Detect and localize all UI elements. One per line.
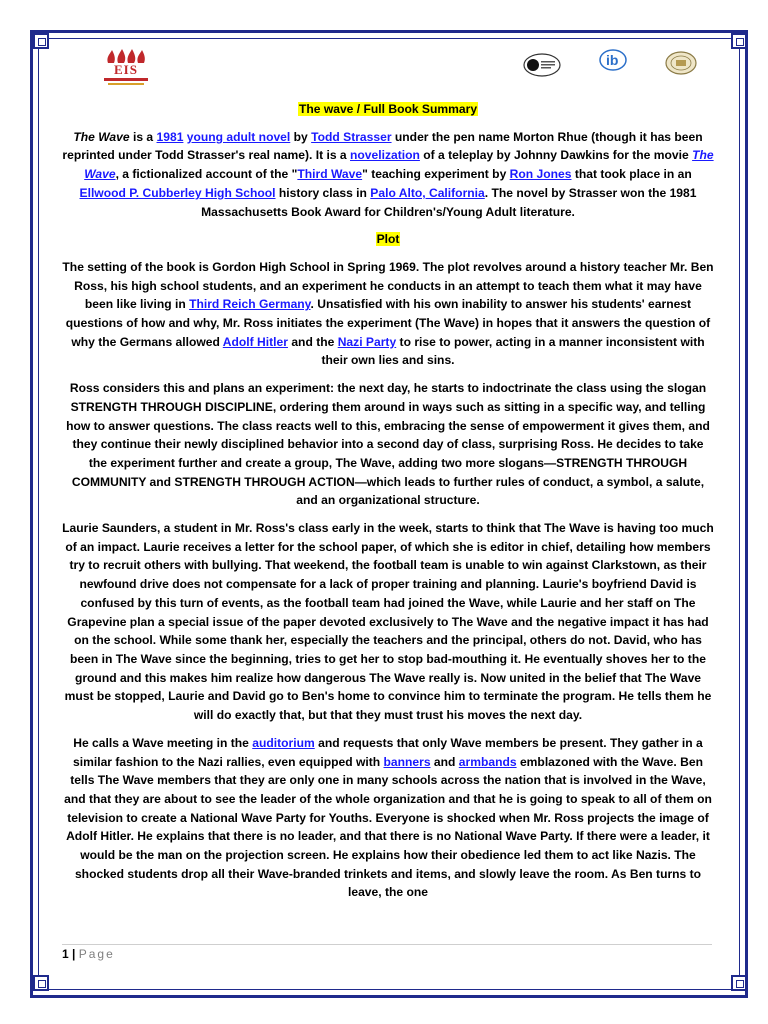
- inline-link[interactable]: Third Reich Germany: [189, 297, 311, 312]
- inline-link[interactable]: Ron Jones: [509, 167, 572, 182]
- text-run: to rise to power, acting in a manner inconsistent with their own lies and sins.: [321, 334, 705, 368]
- eis-logo-bar-secondary: [108, 83, 144, 85]
- inline-link[interactable]: Ellwood P. Cubberley High School: [79, 185, 276, 200]
- text-run: The Wave: [73, 129, 130, 144]
- eis-logo-text: EIS: [114, 62, 138, 77]
- inline-link[interactable]: young adult novel: [186, 129, 291, 144]
- text-run: . The novel by Strasser won the 1981 Massachusetts Book Award for Children's/Young Adult literature.: [201, 185, 697, 219]
- inline-link[interactable]: Third Wave: [297, 167, 363, 182]
- plot-paragraph: [62, 519, 714, 725]
- text-run: and requests that only Wave members be present. They gather in a similar fashion to the Nazi rallies, even equipped with: [73, 735, 703, 769]
- inline-link[interactable]: banners: [383, 754, 431, 769]
- inline-link[interactable]: auditorium: [252, 735, 315, 750]
- page-footer: [62, 944, 712, 961]
- plot-heading-text: Plot: [376, 232, 400, 247]
- svg-text:ib: ib: [606, 52, 619, 68]
- border-corner-top-left: [33, 33, 49, 49]
- inline-link[interactable]: 1981: [156, 129, 184, 144]
- plot-section: [62, 258, 714, 902]
- document-title: [62, 100, 714, 119]
- inline-link[interactable]: The Wave: [84, 148, 714, 182]
- text-run: The setting of the book is Gordon High School in Spring 1969. The plot revolves around a history teacher Mr. Ben Ross, his high school students, and an experiment he conducts in an attempt to teach them what it may have been like living in: [62, 259, 714, 312]
- ib-logo: [598, 48, 628, 72]
- text-run: " teaching experiment by: [362, 167, 510, 182]
- inline-link[interactable]: Nazi Party: [337, 334, 397, 349]
- border-corner-bottom-left: [33, 975, 49, 991]
- page-number: 1: [62, 947, 69, 961]
- text-run: emblazoned with the Wave. Ben tells The Wave members that they are only one in many schools across the nation that is involved in the Wave, and that they are about to see the leader of the whole organization and that he is going to speak to all of them on television to create a National Wave Party for Youths. Everyone is shocked when Mr. Ross projects the image of Adolf Hitler. He explains that there is no leader, and that there is no National Wave Party. If there were a leader, it would be the man on the projection screen. He explains how their obedience led them to act like Nazis. The shocked students drop all their Wave-branded trinkets and items, and slowly leave the room. As Ben turns to leave, the one: [64, 754, 712, 900]
- document-title-text: The wave / Full Book Summary: [298, 102, 478, 116]
- plot-paragraph: [62, 379, 714, 510]
- text-run: by: [290, 129, 312, 144]
- text-run: that took place in an: [571, 167, 692, 182]
- inline-link[interactable]: Palo Alto, California: [370, 185, 485, 200]
- accreditation-logo: [522, 52, 562, 78]
- text-run: Ross considers this and plans an experiment: the next day, he starts to indoctrinate the class using the slogan STRENGTH THROUGH DISCIPLINE, ordering them around in ways such as sitting in a specific way, and telling how to answer questions. The class reacts well to this, embracing the sense of empowerment it gives them, and they continue their newly disciplined behavior into a second day of class, surprising Ross. He decides to take the experiment further and create a group, The Wave, adding two more slogans—STRENGTH THROUGH COMMUNITY and STRENGTH THROUGH ACTION—which leads to further rules of conduct, a symbol, a salute, and an organizational structure.: [66, 381, 710, 508]
- plot-paragraph: [62, 258, 714, 370]
- text-run: under the pen name Morton Rhue (though it has been reprinted under Todd Strasser's real name). It is a: [62, 129, 703, 163]
- seal-logo: [664, 50, 698, 76]
- inline-link[interactable]: Todd Strasser: [311, 129, 392, 144]
- plot-paragraph: [62, 734, 714, 902]
- inline-link[interactable]: Adolf Hitler: [222, 334, 288, 349]
- text-run: Laurie Saunders, a student in Mr. Ross's class early in the week, starts to think that The Wave is having too much of an impact. Laurie receives a letter for the school paper, of which she is editor in chief, detailing how members try to recruit others with bullying. That weekend, the football team is unable to win against Clarkstown, as their newfound drive does not compensate for a lack of proper training and planning. Laurie's boyfriend David is confused by this turn of events, as the football team had joined the Wave, while Laurie and her staff on The Grapevine plan a special issue of the paper devoted exclusively to The Wave and the negative impact it has had on the school. While some thank her, especially the teachers and the principal, others do not. David, who has been in The Wave since the beginning, tries to get her to stop bad-mouthing it. He eventually shoves her to the ground and this makes him realize how dangerous The Wave really is. Now united in the belief that The Wave must be stopped, Laurie and David go to Ben's home to convince him to terminate the program. He tells them he will do exactly that, but that they must trust his moves the next day.: [62, 521, 714, 723]
- inline-link[interactable]: novelization: [350, 148, 420, 163]
- border-corner-top-right: [731, 33, 747, 49]
- text-run: of a teleplay by Johnny Dawkins for the movie: [419, 148, 693, 163]
- page-label: Page: [78, 947, 115, 961]
- text-run: , a fictionalized account of the ": [115, 167, 298, 182]
- text-run: He calls a Wave meeting in the: [73, 735, 253, 750]
- text-run: and the: [287, 334, 338, 349]
- border-corner-bottom-right: [731, 975, 747, 991]
- text-run: and: [430, 754, 459, 769]
- document-body: [62, 100, 714, 911]
- inline-link[interactable]: armbands: [458, 754, 517, 769]
- text-run: . Unsatisfied with his own inability to answer his students' earnest questions of how and why, Mr. Ross initiates the experiment (The Wave) in hopes that it answers the question of why the Germans allowed: [65, 297, 711, 349]
- eis-logo: [102, 48, 150, 88]
- plot-heading: [62, 230, 714, 249]
- text-run: is a: [129, 129, 157, 144]
- footer-separator: |: [72, 947, 76, 961]
- text-run: history class in: [275, 185, 371, 200]
- intro-paragraph: [62, 128, 714, 222]
- eis-logo-bar: [104, 78, 148, 81]
